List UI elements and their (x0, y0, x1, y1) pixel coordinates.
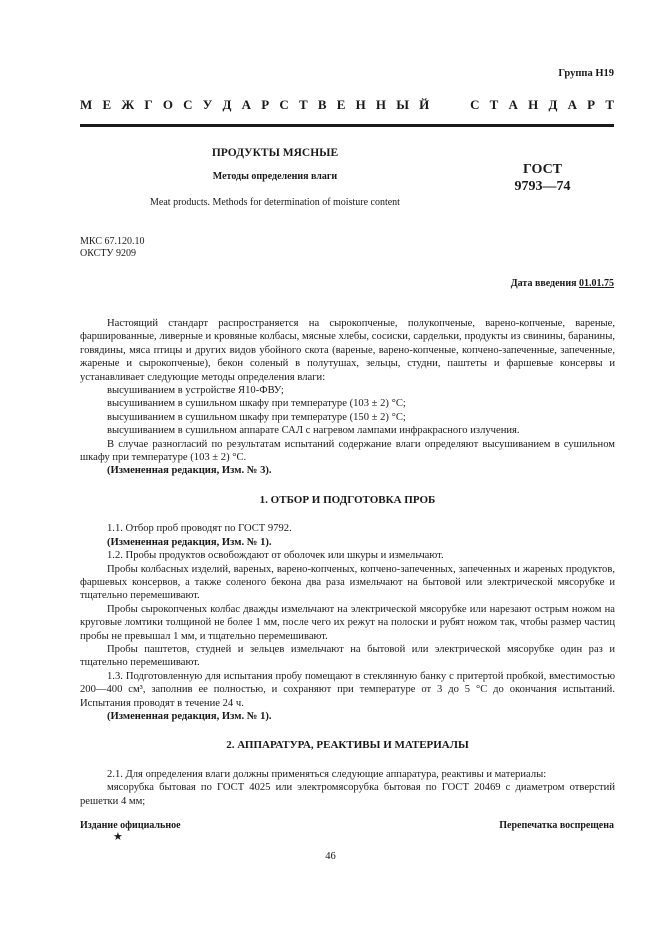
clause-1-1: 1.1. Отбор проб проводят по ГОСТ 9792. (107, 523, 292, 535)
dispute-paragraph: В случае разногласий по результатам испытаний содержание влаги определяют высушиванием в сушильном шкафу при температуре (103 ± 2) °С. (80, 438, 615, 464)
star-icon: ★ (113, 831, 123, 843)
okstu-code: ОКСТУ 9209 (80, 248, 137, 259)
classification-codes (80, 236, 144, 260)
section-heading: 2. АППАРАТУРА, РЕАКТИВЫ И МАТЕРИАЛЫ (226, 739, 469, 752)
gost-designation (500, 161, 585, 195)
clause-paragraph: Пробы паштетов, студней и зельцев измельчают на бытовой или электрической мясорубке один раз и тщательно перемешивают. (80, 643, 615, 669)
header-rule (80, 124, 614, 127)
reprint-prohibited-label: Перепечатка воспрещена (499, 820, 614, 831)
intro-paragraph: Настоящий стандарт распространяется на сырокопченые, полукопченые, варено-копченые, вареные, фаршированные, ливерные и кровяные колбасы, мясные хлебы, сосиски, сардельки, продукты из свинины, баранины, говядины, мяса птицы и других видов убойного скота (вареные, варено-копченые, копчено-запеченные, запеченные, жареные и сырокопченые), бекон соленый в полутушах, зельцы, студни, паштеты и фаршевые консервы и устанавливает следующие методы определения влаги: (80, 318, 615, 383)
introduction-date-value: 01.01.75 (579, 278, 614, 289)
document-subtitle: Методы определения влаги (212, 171, 338, 182)
standard-banner: М Е Ж Г О С У Д А Р С Т В Е Н Н Ы Й С Т А Н Д А Р Т (80, 97, 614, 112)
document-title: ПРОДУКТЫ МЯСНЫЕ (211, 147, 339, 159)
section-heading: 1. ОТБОР И ПОДГОТОВКА ПРОБ (259, 493, 436, 506)
clause-1-2: 1.2. Пробы продуктов освобождают от оболочек или шкуры и измельчают. (107, 550, 444, 562)
gost-label: ГОСТ (522, 162, 563, 177)
method-item: высушиванием в сушильном аппарате САЛ с нагревом лампами инфракрасного излучения. (107, 425, 520, 437)
official-edition-label: Издание официальное (80, 820, 181, 831)
group-code: Группа Н19 (558, 68, 614, 79)
method-item: высушиванием в сушильном шкафу при температуре (103 ± 2) °С; (107, 398, 406, 410)
method-item: высушиванием в устройстве Я10-ФВУ; (107, 385, 284, 397)
method-item: высушиванием в сушильном шкафу при температуре (150 ± 2) °С; (107, 411, 406, 423)
introduction-date (511, 278, 614, 289)
document-body (80, 317, 615, 808)
mks-code: МКС 67.120.10 (80, 236, 145, 247)
clause-paragraph: мясорубка бытовая по ГОСТ 4025 или электромясорубка бытовая по ГОСТ 20469 с диаметром отверстий решетки 4 мм; (80, 782, 615, 807)
english-title: Meat products. Methods for determination of moisture content (150, 197, 400, 208)
amendment-note: (Измененная редакция, Изм. № 3). (107, 465, 272, 477)
page-number: 46 (325, 851, 336, 862)
amendment-note: (Измененная редакция, Изм. № 1). (107, 710, 272, 722)
gost-number: 9793—74 (514, 179, 571, 194)
amendment-note: (Измененная редакция, Изм. № 1). (107, 536, 272, 548)
clause-2-1: 2.1. Для определения влаги должны применяться следующие аппаратура, реактивы и материалы: (107, 768, 547, 780)
clause-1-3: 1.3. Подготовленную для испытания пробу помещают в стеклянную банку с притертой пробкой, вместимостью 200—400 см³, заполнив ее полностью, и сохраняют при температуре от 3 до 5 °С до окончания испытаний. Испытания проводят в течение 24 ч. (80, 670, 615, 709)
clause-paragraph: Пробы сырокопченых колбас дважды измельчают на электрической мясорубке или нарезают острым ножом на круговые ломтики толщиной не более 1 мм, после чего их режут на полоски и рубят ножом так, чтобы размер частиц пробы не превышал 1 мм, и тщательно перемешивают. (80, 603, 615, 642)
introduction-date-label: Дата введения (510, 278, 577, 289)
clause-paragraph: Пробы колбасных изделий, вареных, варено-копченых, копчено-запеченных, запеченных и жареных продуктов, фаршевых консервов, а также соленого бекона два раза измельчают на бытовой или электрической мясорубке и тщательно перемешивают. (80, 563, 615, 602)
